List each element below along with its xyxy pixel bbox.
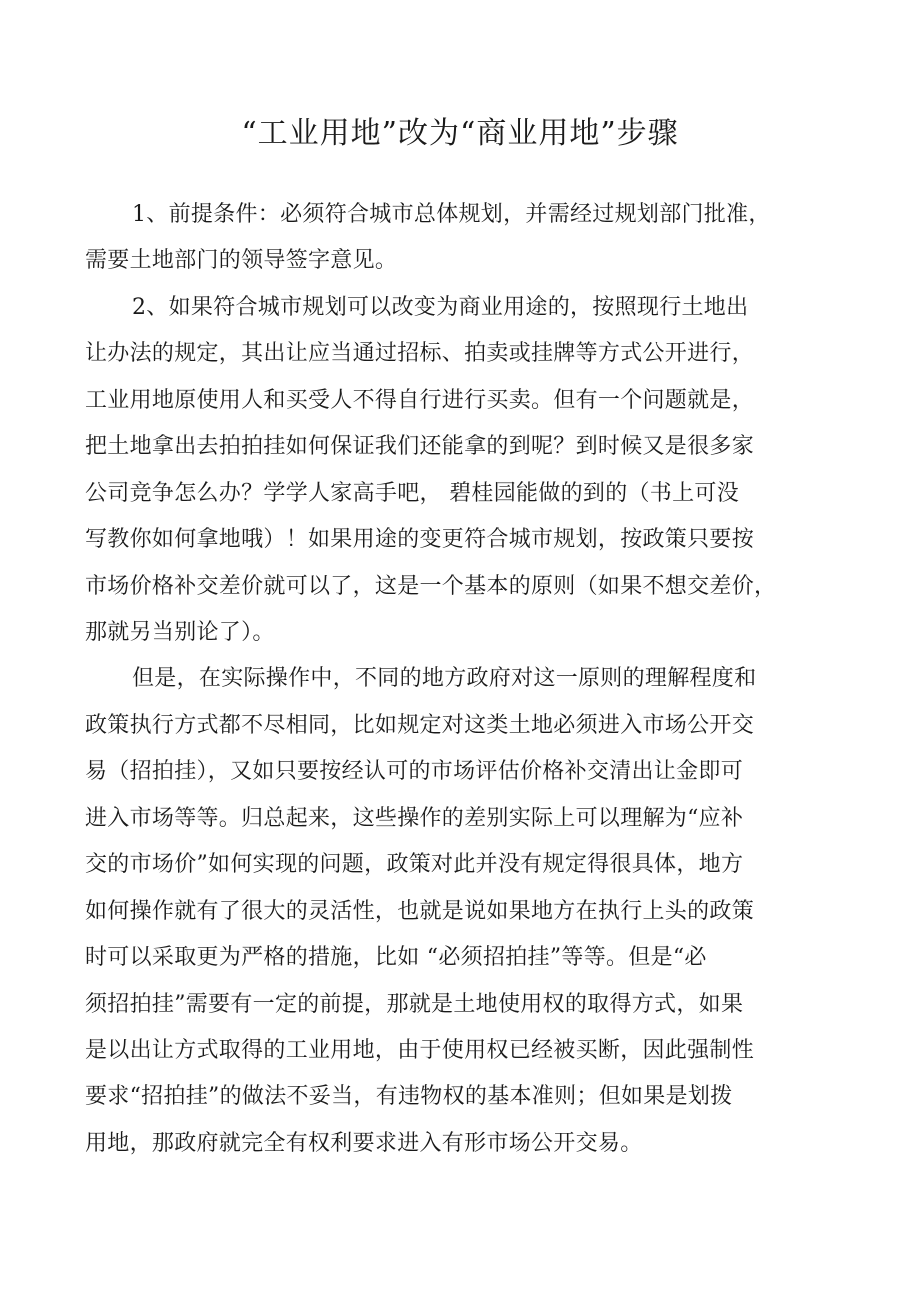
paragraph-1-line-2: 需要土地部门的领导签字意见。: [85, 248, 398, 273]
paragraph-2-line-7: 市场价格补交差价就可以了，这是一个基本的原则（如果不想交差价，: [85, 574, 777, 599]
paragraph-1-line-1: 1、前提条件：必须符合城市总体规划，并需经过规划部门批准，: [132, 202, 771, 227]
paragraph-3-line-8: 须招拍挂”需要有一定的前提，那就是土地使用权的取得方式，如果: [85, 992, 744, 1017]
paragraph-3-line-3: 易（招拍挂），又如只要按经认可的市场评估价格补交清出让金即可: [85, 759, 744, 784]
paragraph-3-line-5: 交的市场价”如何实现的问题，政策对此并没有规定得很具体，地方: [85, 852, 744, 877]
paragraph-3-line-4: 进入市场等等。归总起来，这些操作的差别实际上可以理解为“应补: [85, 806, 744, 831]
paragraph-3-line-1: 但是，在实际操作中，不同的地方政府对这一原则的理解程度和: [132, 666, 757, 691]
paragraph-3-line-2: 政策执行方式都不尽相同，比如规定对这类土地必须进入市场公开交: [85, 713, 755, 738]
paragraph-2-line-8: 那就另当别论了）。: [85, 620, 275, 645]
paragraph-3-line-10: 要求“招拍挂”的做法不妥当，有违物权的基本准则；但如果是划拨: [85, 1084, 733, 1109]
document-title: “工业用地”改为“商业用地”步骤: [241, 116, 679, 151]
paragraph-2-line-5: 公司竞争怎么办？学学人家高手吧， 碧桂园能做的到的（书上可没: [85, 481, 739, 506]
paragraph-2-line-2: 让办法的规定，其出让应当通过招标、拍卖或挂牌等方式公开进行，: [85, 341, 755, 366]
paragraph-3-line-7: 时可以采取更为严格的措施，比如 “必须招拍挂”等等。但是“必: [85, 945, 707, 970]
paragraph-2-line-4: 把土地拿出去拍拍挂如何保证我们还能拿的到呢？到时候又是很多家: [85, 434, 755, 459]
paragraph-3-line-11: 用地，那政府就完全有权利要求进入有形市场公开交易。: [85, 1131, 643, 1156]
paragraph-3-line-9: 是以出让方式取得的工业用地，由于使用权已经被买断，因此强制性: [85, 1038, 755, 1063]
paragraph-2-line-3: 工业用地原使用人和买受人不得自行进行买卖。但有一个问题就是，: [85, 388, 755, 413]
paragraph-2-line-6: 写教你如何拿地哦）！如果用途的变更符合城市规划，按政策只要按: [85, 527, 755, 552]
paragraph-2-line-1: 2、如果符合城市规划可以改变为商业用途的，按照现行土地出: [132, 295, 749, 320]
paragraph-3-line-6: 如何操作就有了很大的灵活性，也就是说如果地方在执行上头的政策: [85, 899, 755, 924]
